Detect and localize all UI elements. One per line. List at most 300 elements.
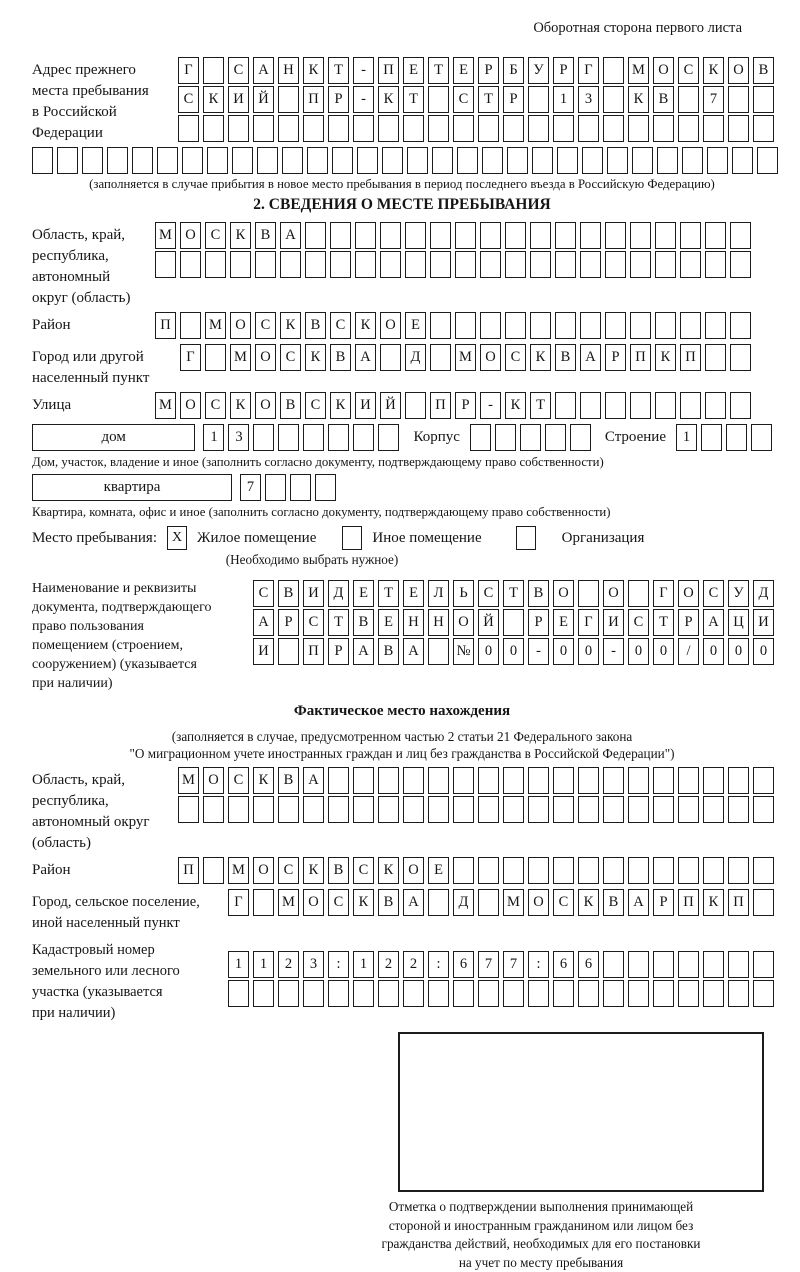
char-cell[interactable] [478, 796, 499, 823]
char-cell[interactable] [353, 115, 374, 142]
char-cell[interactable] [357, 147, 378, 174]
char-cell[interactable] [503, 980, 524, 1007]
char-cell[interactable]: Р [678, 609, 699, 636]
char-cell[interactable]: О [728, 57, 749, 84]
char-cell[interactable]: М [278, 889, 299, 916]
char-cell[interactable] [428, 115, 449, 142]
char-cell[interactable] [605, 392, 626, 419]
char-cell[interactable] [230, 251, 251, 278]
char-cell[interactable] [228, 980, 249, 1007]
char-cell[interactable]: Р [653, 889, 674, 916]
char-cell[interactable]: О [180, 222, 201, 249]
char-cell[interactable]: Т [530, 392, 551, 419]
char-cell[interactable]: К [280, 312, 301, 339]
char-cell[interactable] [555, 392, 576, 419]
char-cell[interactable]: 1 [676, 424, 697, 451]
char-cell[interactable]: Д [328, 580, 349, 607]
char-cell[interactable] [380, 251, 401, 278]
char-cell[interactable]: О [255, 344, 276, 371]
char-cell[interactable] [428, 86, 449, 113]
char-cell[interactable] [603, 86, 624, 113]
char-cell[interactable] [678, 796, 699, 823]
char-cell[interactable]: В [255, 222, 276, 249]
char-cell[interactable]: А [580, 344, 601, 371]
char-cell[interactable] [707, 147, 728, 174]
char-cell[interactable]: Г [180, 344, 201, 371]
char-cell[interactable] [265, 474, 286, 501]
char-cell[interactable]: И [303, 580, 324, 607]
char-cell[interactable]: Р [503, 86, 524, 113]
char-cell[interactable] [757, 147, 778, 174]
char-cell[interactable] [457, 147, 478, 174]
char-cell[interactable] [528, 115, 549, 142]
char-cell[interactable]: В [555, 344, 576, 371]
char-cell[interactable] [653, 980, 674, 1007]
char-cell[interactable] [178, 115, 199, 142]
char-cell[interactable] [305, 222, 326, 249]
char-cell[interactable] [682, 147, 703, 174]
char-cell[interactable]: С [205, 222, 226, 249]
char-cell[interactable] [655, 222, 676, 249]
char-cell[interactable] [280, 251, 301, 278]
char-cell[interactable] [503, 767, 524, 794]
char-cell[interactable]: 0 [728, 638, 749, 665]
char-cell[interactable]: К [703, 57, 724, 84]
char-cell[interactable] [753, 857, 774, 884]
char-cell[interactable]: М [155, 222, 176, 249]
char-cell[interactable] [257, 147, 278, 174]
char-cell[interactable] [455, 222, 476, 249]
char-cell[interactable]: 7 [478, 951, 499, 978]
char-cell[interactable] [580, 392, 601, 419]
char-cell[interactable] [530, 312, 551, 339]
char-cell[interactable]: Т [503, 580, 524, 607]
char-cell[interactable]: 0 [628, 638, 649, 665]
char-cell[interactable] [580, 312, 601, 339]
char-cell[interactable]: Е [403, 57, 424, 84]
char-cell[interactable]: О [528, 889, 549, 916]
char-cell[interactable]: Е [405, 312, 426, 339]
char-cell[interactable]: М [178, 767, 199, 794]
char-cell[interactable]: 7 [703, 86, 724, 113]
char-cell[interactable] [703, 980, 724, 1007]
char-cell[interactable]: О [403, 857, 424, 884]
char-cell[interactable] [728, 767, 749, 794]
char-cell[interactable]: О [678, 580, 699, 607]
char-cell[interactable] [528, 980, 549, 1007]
char-cell[interactable]: Г [178, 57, 199, 84]
char-cell[interactable] [405, 392, 426, 419]
char-cell[interactable]: 0 [753, 638, 774, 665]
char-cell[interactable]: Р [278, 609, 299, 636]
char-cell[interactable] [603, 980, 624, 1007]
char-cell[interactable] [680, 392, 701, 419]
char-cell[interactable]: К [330, 392, 351, 419]
char-cell[interactable] [507, 147, 528, 174]
char-cell[interactable] [630, 251, 651, 278]
char-cell[interactable]: 0 [503, 638, 524, 665]
char-cell[interactable] [628, 796, 649, 823]
char-cell[interactable]: : [328, 951, 349, 978]
char-cell[interactable] [378, 115, 399, 142]
char-cell[interactable] [753, 980, 774, 1007]
char-cell[interactable]: Г [578, 57, 599, 84]
char-cell[interactable]: И [355, 392, 376, 419]
char-cell[interactable]: П [680, 344, 701, 371]
char-cell[interactable] [628, 951, 649, 978]
char-cell[interactable]: К [253, 767, 274, 794]
char-cell[interactable] [432, 147, 453, 174]
char-cell[interactable] [528, 86, 549, 113]
char-cell[interactable]: О [255, 392, 276, 419]
char-cell[interactable] [428, 796, 449, 823]
char-cell[interactable]: Т [328, 57, 349, 84]
char-cell[interactable]: О [203, 767, 224, 794]
char-cell[interactable] [520, 424, 541, 451]
char-cell[interactable] [178, 796, 199, 823]
char-cell[interactable] [705, 251, 726, 278]
char-cell[interactable]: К [378, 857, 399, 884]
char-cell[interactable]: М [155, 392, 176, 419]
char-cell[interactable] [726, 424, 747, 451]
char-cell[interactable]: О [380, 312, 401, 339]
char-cell[interactable]: 0 [578, 638, 599, 665]
char-cell[interactable]: Р [528, 609, 549, 636]
char-cell[interactable]: В [753, 57, 774, 84]
char-cell[interactable]: С [303, 609, 324, 636]
char-cell[interactable]: С [628, 609, 649, 636]
char-cell[interactable]: А [403, 889, 424, 916]
char-cell[interactable] [680, 222, 701, 249]
char-cell[interactable] [480, 251, 501, 278]
char-cell[interactable]: С [228, 767, 249, 794]
char-cell[interactable] [307, 147, 328, 174]
char-cell[interactable] [203, 857, 224, 884]
char-cell[interactable] [503, 115, 524, 142]
char-cell[interactable]: 6 [553, 951, 574, 978]
char-cell[interactable]: М [228, 857, 249, 884]
char-cell[interactable]: О [453, 609, 474, 636]
char-cell[interactable] [630, 392, 651, 419]
char-cell[interactable] [555, 222, 576, 249]
char-cell[interactable] [630, 312, 651, 339]
char-cell[interactable]: О [180, 392, 201, 419]
char-cell[interactable]: К [355, 312, 376, 339]
char-cell[interactable] [607, 147, 628, 174]
char-cell[interactable] [730, 344, 751, 371]
char-cell[interactable]: С [478, 580, 499, 607]
char-cell[interactable] [253, 889, 274, 916]
char-cell[interactable] [328, 796, 349, 823]
char-cell[interactable]: 7 [240, 474, 261, 501]
char-cell[interactable]: У [728, 580, 749, 607]
char-cell[interactable]: П [630, 344, 651, 371]
char-cell[interactable]: Д [453, 889, 474, 916]
char-cell[interactable]: Е [453, 57, 474, 84]
char-cell[interactable] [305, 251, 326, 278]
char-cell[interactable] [330, 222, 351, 249]
char-cell[interactable] [545, 424, 566, 451]
char-cell[interactable] [603, 115, 624, 142]
char-cell[interactable]: 0 [478, 638, 499, 665]
char-cell[interactable] [378, 424, 399, 451]
char-cell[interactable] [703, 857, 724, 884]
char-cell[interactable] [503, 796, 524, 823]
char-cell[interactable] [678, 86, 699, 113]
char-cell[interactable]: И [253, 638, 274, 665]
char-cell[interactable] [678, 767, 699, 794]
char-cell[interactable]: А [280, 222, 301, 249]
char-cell[interactable] [605, 312, 626, 339]
char-cell[interactable] [655, 312, 676, 339]
char-cell[interactable]: Т [428, 57, 449, 84]
checkbox-organization[interactable] [516, 526, 536, 550]
char-cell[interactable]: Н [428, 609, 449, 636]
char-cell[interactable]: - [353, 86, 374, 113]
char-cell[interactable] [628, 980, 649, 1007]
char-cell[interactable] [403, 980, 424, 1007]
char-cell[interactable]: П [178, 857, 199, 884]
char-cell[interactable] [482, 147, 503, 174]
char-cell[interactable]: Е [353, 580, 374, 607]
char-cell[interactable]: 1 [228, 951, 249, 978]
char-cell[interactable] [728, 980, 749, 1007]
char-cell[interactable] [157, 147, 178, 174]
char-cell[interactable] [328, 980, 349, 1007]
char-cell[interactable] [680, 251, 701, 278]
char-cell[interactable]: В [330, 344, 351, 371]
char-cell[interactable] [751, 424, 772, 451]
char-cell[interactable] [753, 889, 774, 916]
char-cell[interactable]: О [253, 857, 274, 884]
char-cell[interactable] [553, 767, 574, 794]
char-cell[interactable] [453, 767, 474, 794]
char-cell[interactable] [478, 857, 499, 884]
char-cell[interactable] [407, 147, 428, 174]
char-cell[interactable]: В [278, 767, 299, 794]
char-cell[interactable]: В [378, 889, 399, 916]
char-cell[interactable]: 1 [203, 424, 224, 451]
char-cell[interactable]: Г [228, 889, 249, 916]
char-cell[interactable]: Л [428, 580, 449, 607]
char-cell[interactable]: С [330, 312, 351, 339]
char-cell[interactable] [182, 147, 203, 174]
char-cell[interactable] [378, 796, 399, 823]
char-cell[interactable]: С [178, 86, 199, 113]
char-cell[interactable] [603, 857, 624, 884]
char-cell[interactable] [503, 609, 524, 636]
char-cell[interactable] [528, 857, 549, 884]
char-cell[interactable] [428, 767, 449, 794]
char-cell[interactable]: М [628, 57, 649, 84]
char-cell[interactable] [430, 312, 451, 339]
char-cell[interactable] [605, 251, 626, 278]
char-cell[interactable]: Д [753, 580, 774, 607]
char-cell[interactable] [578, 115, 599, 142]
char-cell[interactable]: Р [328, 638, 349, 665]
char-cell[interactable]: 0 [653, 638, 674, 665]
char-cell[interactable]: К [303, 857, 324, 884]
char-cell[interactable]: С [553, 889, 574, 916]
char-cell[interactable] [303, 796, 324, 823]
char-cell[interactable]: Т [653, 609, 674, 636]
char-cell[interactable]: В [353, 609, 374, 636]
apartment-type-box[interactable]: квартира [32, 474, 232, 501]
char-cell[interactable]: 0 [553, 638, 574, 665]
char-cell[interactable] [430, 222, 451, 249]
char-cell[interactable]: - [353, 57, 374, 84]
char-cell[interactable]: 1 [253, 951, 274, 978]
char-cell[interactable] [382, 147, 403, 174]
char-cell[interactable] [203, 796, 224, 823]
char-cell[interactable] [578, 767, 599, 794]
char-cell[interactable] [455, 312, 476, 339]
char-cell[interactable]: М [205, 312, 226, 339]
char-cell[interactable]: Д [405, 344, 426, 371]
char-cell[interactable] [205, 344, 226, 371]
char-cell[interactable] [553, 980, 574, 1007]
char-cell[interactable]: Т [403, 86, 424, 113]
char-cell[interactable]: П [430, 392, 451, 419]
char-cell[interactable] [107, 147, 128, 174]
char-cell[interactable] [207, 147, 228, 174]
char-cell[interactable] [32, 147, 53, 174]
char-cell[interactable] [578, 580, 599, 607]
char-cell[interactable] [603, 57, 624, 84]
char-cell[interactable] [653, 115, 674, 142]
char-cell[interactable] [453, 980, 474, 1007]
char-cell[interactable]: Г [578, 609, 599, 636]
char-cell[interactable]: Ц [728, 609, 749, 636]
char-cell[interactable]: О [303, 889, 324, 916]
char-cell[interactable] [603, 796, 624, 823]
char-cell[interactable] [453, 857, 474, 884]
char-cell[interactable] [203, 57, 224, 84]
char-cell[interactable] [603, 951, 624, 978]
char-cell[interactable] [290, 474, 311, 501]
char-cell[interactable]: Й [253, 86, 274, 113]
char-cell[interactable] [728, 115, 749, 142]
char-cell[interactable] [278, 424, 299, 451]
char-cell[interactable] [403, 767, 424, 794]
char-cell[interactable] [278, 796, 299, 823]
char-cell[interactable] [503, 857, 524, 884]
char-cell[interactable]: А [628, 889, 649, 916]
char-cell[interactable]: К [230, 392, 251, 419]
char-cell[interactable] [680, 312, 701, 339]
char-cell[interactable] [430, 251, 451, 278]
char-cell[interactable]: О [603, 580, 624, 607]
char-cell[interactable] [253, 424, 274, 451]
char-cell[interactable] [703, 796, 724, 823]
char-cell[interactable]: С [505, 344, 526, 371]
char-cell[interactable] [478, 115, 499, 142]
checkbox-residential[interactable]: X [167, 526, 187, 550]
char-cell[interactable] [578, 796, 599, 823]
char-cell[interactable] [453, 115, 474, 142]
char-cell[interactable]: К [203, 86, 224, 113]
char-cell[interactable]: Р [553, 57, 574, 84]
char-cell[interactable] [453, 796, 474, 823]
char-cell[interactable] [528, 796, 549, 823]
char-cell[interactable]: К [303, 57, 324, 84]
char-cell[interactable] [678, 115, 699, 142]
char-cell[interactable]: А [303, 767, 324, 794]
char-cell[interactable]: : [428, 951, 449, 978]
char-cell[interactable] [428, 980, 449, 1007]
char-cell[interactable] [380, 344, 401, 371]
char-cell[interactable] [653, 767, 674, 794]
char-cell[interactable]: О [653, 57, 674, 84]
char-cell[interactable]: С [253, 580, 274, 607]
char-cell[interactable] [578, 857, 599, 884]
char-cell[interactable] [553, 857, 574, 884]
char-cell[interactable] [253, 115, 274, 142]
char-cell[interactable] [532, 147, 553, 174]
char-cell[interactable]: П [303, 638, 324, 665]
char-cell[interactable] [253, 796, 274, 823]
char-cell[interactable]: В [653, 86, 674, 113]
char-cell[interactable] [580, 222, 601, 249]
char-cell[interactable] [678, 951, 699, 978]
char-cell[interactable]: С [305, 392, 326, 419]
char-cell[interactable] [278, 115, 299, 142]
char-cell[interactable] [678, 857, 699, 884]
char-cell[interactable] [303, 115, 324, 142]
char-cell[interactable] [403, 115, 424, 142]
char-cell[interactable] [405, 222, 426, 249]
char-cell[interactable]: О [480, 344, 501, 371]
char-cell[interactable] [328, 424, 349, 451]
char-cell[interactable]: С [255, 312, 276, 339]
char-cell[interactable]: Й [478, 609, 499, 636]
char-cell[interactable]: Р [605, 344, 626, 371]
char-cell[interactable]: Р [455, 392, 476, 419]
char-cell[interactable]: И [603, 609, 624, 636]
char-cell[interactable]: К [505, 392, 526, 419]
char-cell[interactable] [553, 115, 574, 142]
char-cell[interactable] [705, 344, 726, 371]
char-cell[interactable]: 3 [578, 86, 599, 113]
char-cell[interactable]: С [205, 392, 226, 419]
char-cell[interactable] [753, 767, 774, 794]
char-cell[interactable] [555, 312, 576, 339]
char-cell[interactable] [278, 86, 299, 113]
char-cell[interactable] [530, 251, 551, 278]
char-cell[interactable]: 1 [553, 86, 574, 113]
char-cell[interactable]: И [228, 86, 249, 113]
char-cell[interactable] [730, 251, 751, 278]
char-cell[interactable] [378, 980, 399, 1007]
char-cell[interactable] [232, 147, 253, 174]
char-cell[interactable] [553, 796, 574, 823]
char-cell[interactable] [728, 951, 749, 978]
char-cell[interactable]: А [355, 344, 376, 371]
char-cell[interactable]: А [353, 638, 374, 665]
char-cell[interactable]: П [378, 57, 399, 84]
char-cell[interactable]: А [253, 57, 274, 84]
char-cell[interactable] [628, 580, 649, 607]
char-cell[interactable]: П [155, 312, 176, 339]
char-cell[interactable]: К [628, 86, 649, 113]
char-cell[interactable]: - [603, 638, 624, 665]
char-cell[interactable] [570, 424, 591, 451]
char-cell[interactable] [728, 857, 749, 884]
char-cell[interactable]: Ь [453, 580, 474, 607]
char-cell[interactable] [728, 86, 749, 113]
checkbox-other-premises[interactable] [342, 526, 362, 550]
char-cell[interactable]: С [280, 344, 301, 371]
